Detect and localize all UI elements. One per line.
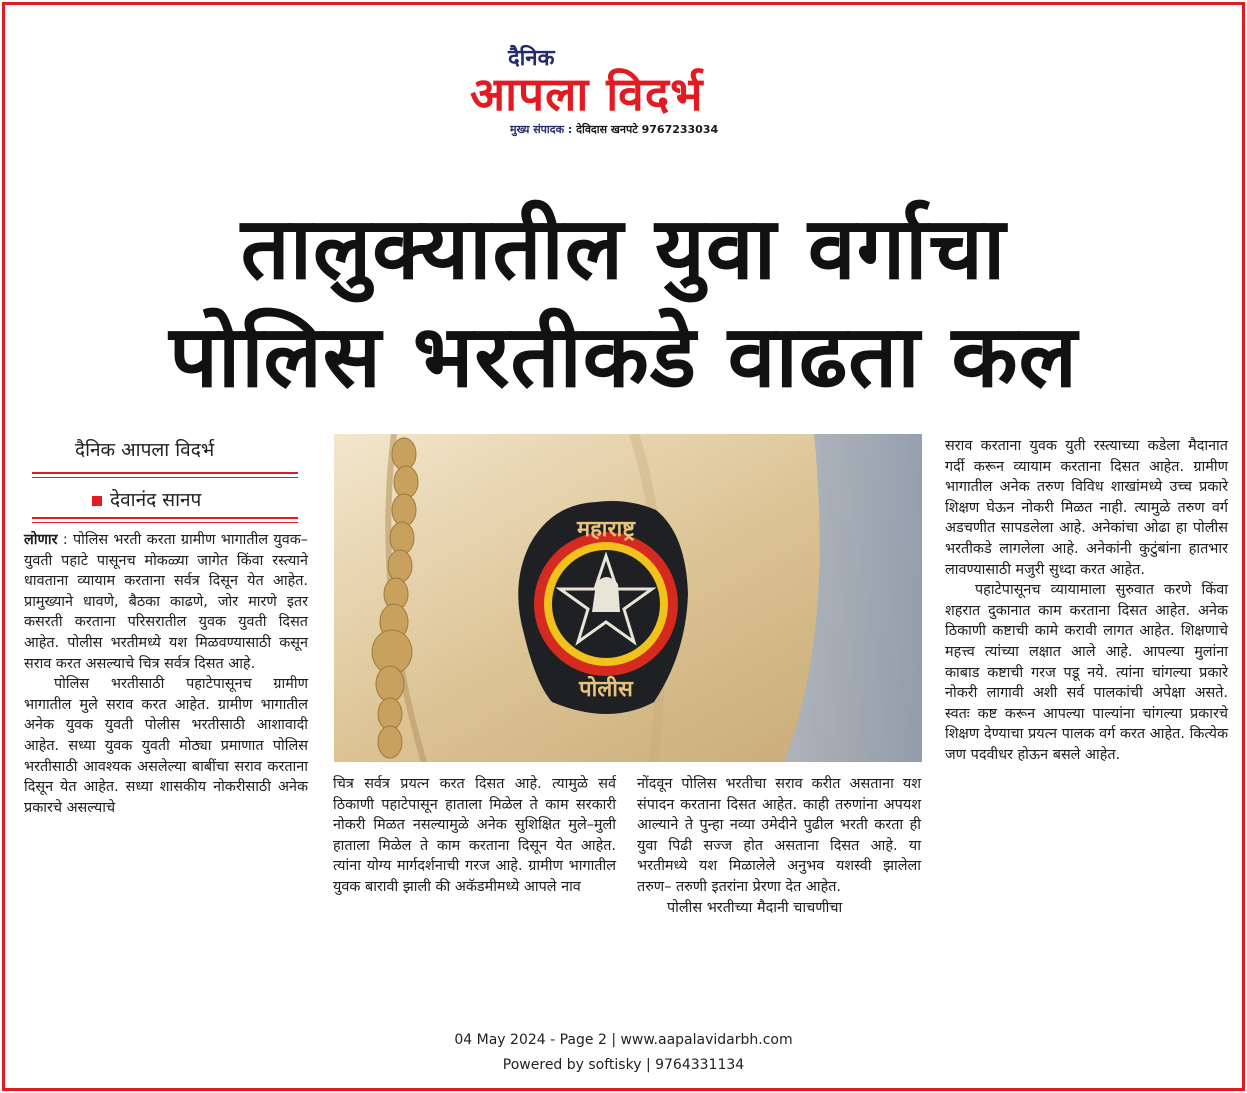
footer-powered-by: Powered by softisky | 9764331134	[502, 1057, 745, 1073]
headline	[40, 195, 1207, 411]
divider	[32, 472, 298, 474]
masthead-small: दैनिक	[508, 46, 555, 71]
footer-date-url: 04 May 2024 - Page 2 | www.aapalavidarbh.com	[454, 1032, 793, 1048]
editor-value: देविदास खनपटे 9767233034	[576, 123, 719, 136]
paragraph: सराव करताना युवक युती रस्त्याच्या कडेला मैदानात गर्दी करून व्यायाम करताना दिसत आहेत. ग्रामीण भागातील अनेक तरुण विविध शाखांमध्ये उच्च प्रकारे शिक्षण घेऊन नोकरी मिळत नाही. त्यामुळे तरुण वर्ग अडचणीत सापडलेला आहे. अनेकांचा ओढा हा पोलीस भरतीकडे लागलेला आहे. अनेकांनी कुटुंबांना हातभार लावण्यासाठी मजुरी सुध्दा करत आहेत.	[945, 438, 1228, 578]
paragraph	[24, 530, 308, 674]
paragraph-text: : पोलिस भरती करता ग्रामीण भागातील युवक– युवती पहाटे पासूनच मोकळ्या जागेत किंवा रस्त्याने धावताना व्यायाम करताना सर्वत्र दिसून येत आहेत. प्रामुख्याने धावणे, बैठका काढणे, जोर मारणे इतर कसरती करताना परिसरातील युवक युवती दिसत आहेत. पोलीस भरतीमध्ये यश मिळवण्यासाठी कसून सराव करत असल्याचे चित्र सर्वत्र दिसत आहे.	[24, 532, 308, 672]
paragraph: चित्र सर्वत्र प्रयत्न करत दिसत आहे. त्यामुळे सर्व ठिकाणी पहाटेपासून हाताला मिळेल ते काम सरकारी नोकरी मिळत नसल्यामुळे अनेक सुशिक्षित मुले–मुली हाताला मिळेल ते काम करताना दिसून येत आहेत. त्यांना योग्य मार्गदर्शनाची गरज आहे. ग्रामीण भागातील युवक बारावी झाली की अकॅडमीमध्ये आपले नाव	[333, 776, 616, 895]
paragraph: पोलीस भरतीच्या मैदानी चाचणीचा	[667, 899, 843, 916]
article-column-1	[24, 530, 308, 818]
headline-line1: तालुक्यातील युवा वर्गाचा	[240, 199, 1007, 299]
masthead-logo	[470, 42, 790, 142]
article-column-3	[637, 774, 921, 918]
police-photo-illustration	[334, 434, 922, 762]
divider	[32, 477, 298, 478]
masthead-editor	[510, 122, 718, 137]
headline-line2: पोलिस भरतीकडे वाढता कल	[169, 307, 1078, 407]
paragraph: नोंदवून पोलिस भरतीचा सराव करीत असताना यश संपादन करताना दिसत आहेत. काही तरुणांना अपयश आल्याने ते पुन्हा नव्या उमेदीने पुढील भरती करता ही युवा पिढी सज्ज होत असताना दिसत आहे. या भरतीमध्ये यश मिळालेले अनुभव यशस्वी झालेला तरुण– तरुणी इतरांना प्रेरणा देत आहेत.	[637, 776, 921, 895]
editor-label: मुख्य संपादक :	[510, 123, 573, 136]
badge-bottom-text: पोलीस	[579, 677, 633, 702]
badge-top-text: महाराष्ट्र	[576, 517, 636, 542]
square-bullet-icon	[92, 496, 102, 506]
author-name: देवानंद सानप	[110, 489, 202, 511]
divider	[32, 522, 298, 523]
article-column-4	[945, 436, 1228, 766]
article-column-2	[333, 774, 616, 898]
byline-source: दैनिक आपला विदर्भ	[75, 439, 215, 461]
byline-author	[92, 486, 201, 512]
paragraph: पोलिस भरतीसाठी पहाटेपासूनच ग्रामीण भागातील मुले सराव करत आहेत. ग्रामीण भागातील अनेक युवक युवती पोलीस भरतीसाठी आशावादी आहेत. सध्या युवक युवती मोठ्या प्रमाणात पोलिस भरतीसाठी आवश्यक असलेल्या बाबींचा सराव करताना दिसून येत आहेत. सध्या शासकीय नोकरीसाठी अनेक प्रकारचे असल्याचे	[24, 676, 308, 816]
divider	[32, 517, 298, 519]
paragraph: पहाटेपासूनच व्यायामाला सुरुवात करणे किंवा शहरात दुकानात काम करताना दिसत आहेत. अनेक ठिकाणी कष्टाची कामे करावी लागत आहेत. शिक्षणाचे महत्त्व त्यांच्या लक्षात आले आहे. आपल्या मुलांना काबाड कष्टाची गरज पडू नये. त्यांना चांगल्या प्रकारे नोकरी लागावी अशी सर्व पालकांची अपेक्षा असते. स्वतः कष्ट करून आपल्या पाल्यांना चांगल्या प्रकारचे शिक्षण देण्याचा प्रयत्न पालक वर्ग करत आहेत. कित्येक जण पदवीधर होऊन बसले आहेत.	[945, 582, 1228, 763]
dateline: लोणार	[24, 532, 58, 548]
masthead-title: आपला विदर्भ	[470, 67, 704, 121]
police-badge-photo	[334, 434, 922, 762]
